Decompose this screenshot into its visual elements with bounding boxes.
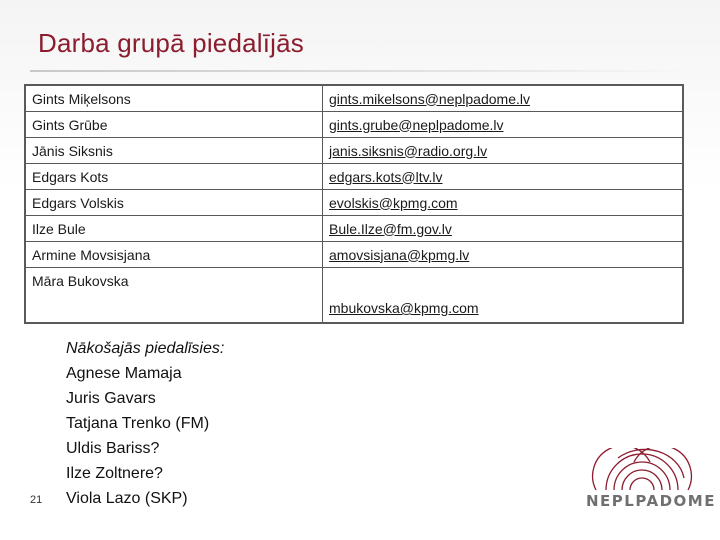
participant-email-link[interactable]: janis.siksnis@radio.org.lv [323, 138, 684, 164]
participant-name: Ilze Bule [25, 216, 323, 242]
participant-name: Māra Bukovska [25, 268, 323, 324]
future-participants-list [66, 336, 224, 511]
participant-email-link[interactable]: mbukovska@kpmg.com [323, 268, 684, 324]
list-item: Uldis Bariss? [66, 440, 160, 457]
participant-email-link[interactable]: evolskis@kpmg.com [323, 190, 684, 216]
table-row [25, 242, 683, 268]
logo-wordmark: NEPLPADOME [586, 492, 716, 510]
list-item: Tatjana Trenko (FM) [66, 415, 210, 432]
future-participants-heading: Nākošajās piedalīsies: [66, 340, 225, 357]
list-item: Juris Gavars [66, 390, 156, 407]
page-number: 21 [30, 494, 43, 506]
table-row [25, 85, 683, 112]
table-row [25, 190, 683, 216]
participant-name: Gints Miķelsons [25, 85, 323, 112]
participant-name: Edgars Kots [25, 164, 323, 190]
table-row [25, 164, 683, 190]
table-row [25, 112, 683, 138]
slide-title: Darba grupā piedalījās [38, 28, 305, 58]
participant-email-link[interactable]: gints.grube@neplpadome.lv [323, 112, 684, 138]
participant-email-link[interactable]: gints.mikelsons@neplpadome.lv [323, 85, 684, 112]
title-divider [30, 70, 690, 72]
participant-email-link[interactable]: edgars.kots@ltv.lv [323, 164, 684, 190]
participant-name: Edgars Volskis [25, 190, 323, 216]
list-item: Agnese Mamaja [66, 365, 182, 382]
participant-name: Gints Grūbe [25, 112, 323, 138]
list-item: Ilze Zoltnere? [66, 465, 163, 482]
participant-email-link[interactable]: amovsisjana@kpmg.lv [323, 242, 684, 268]
table-row [25, 138, 683, 164]
participant-name: Armine Movsisjana [25, 242, 323, 268]
table-row [25, 216, 683, 242]
list-item: Viola Lazo (SKP) [66, 490, 188, 507]
table-row [25, 268, 683, 324]
participants-table [24, 84, 684, 324]
participant-name: Jānis Siksnis [25, 138, 323, 164]
participant-email-link[interactable]: Bule.Ilze@fm.gov.lv [323, 216, 684, 242]
